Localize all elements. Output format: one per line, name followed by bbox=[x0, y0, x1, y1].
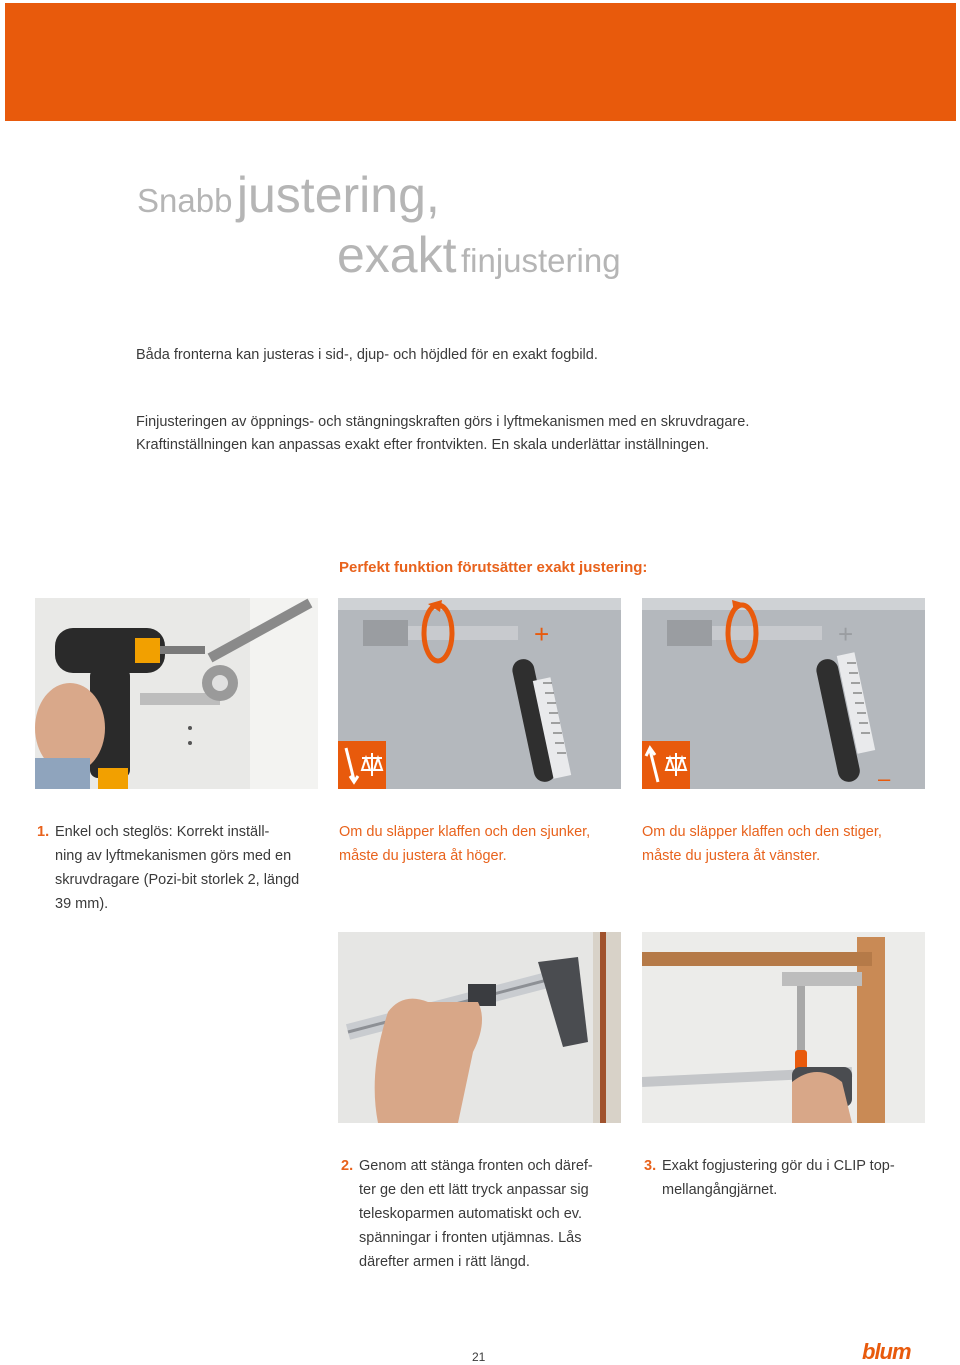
clip-hinge-photo bbox=[642, 932, 925, 1123]
telescopic-arm-photo bbox=[338, 932, 621, 1123]
drill-photo bbox=[35, 598, 318, 789]
step-2-caption: 2. Genom att stänga fronten och däref- ter ge den ett lätt tryck anpassar sig teleskoparmen automatiskt och ev. spänningar i fronten utjämnas. Lås därefter armen i rätt längd. bbox=[341, 1158, 593, 1270]
header-bar bbox=[5, 3, 956, 121]
step-3-caption: 3. Exakt fogjustering gör du i CLIP top- mellangångjärnet. bbox=[644, 1158, 895, 1198]
blum-logo: blum bbox=[862, 1339, 911, 1364]
page-number: 21 bbox=[472, 1350, 486, 1364]
step-1-caption: 1. Enkel och steglös: Korrekt inställ- ning av lyftmekanismen görs med en skruvdragare (Pozi-bit storlek 2, längd 39 mm). bbox=[37, 824, 300, 912]
rise-caption: Om du släpper klaffen och den stiger, måste du justera åt vänster. bbox=[642, 824, 882, 864]
adjust-right-diagram bbox=[338, 598, 621, 789]
title-word-snabb: Snabb bbox=[137, 182, 233, 219]
plus-sign: + bbox=[534, 619, 550, 649]
section-subheading: Perfekt funktion förutsätter exakt justering: bbox=[339, 559, 648, 576]
sink-caption: Om du släpper klaffen och den sjunker, måste du justera åt höger. bbox=[339, 824, 591, 864]
minus-sign: – bbox=[878, 766, 891, 789]
adjust-left-diagram bbox=[642, 598, 925, 789]
intro-paragraph-2: Finjusteringen av öppnings- och stängningskraften görs i lyftmekanismen med en skruvdragare. Kraftinställningen kan anpassas exakt efter frontvikten. En skala underlättar inställningen. bbox=[136, 414, 750, 453]
title-word-exakt: exakt bbox=[337, 227, 457, 283]
title-word-justering: justering, bbox=[236, 167, 440, 223]
plus-sign: + bbox=[838, 619, 854, 649]
intro-paragraph-1: Båda fronterna kan justeras i sid-, djup- och höjdled för en exakt fogbild. bbox=[136, 347, 598, 363]
title-word-finjustering: finjustering bbox=[460, 242, 621, 279]
